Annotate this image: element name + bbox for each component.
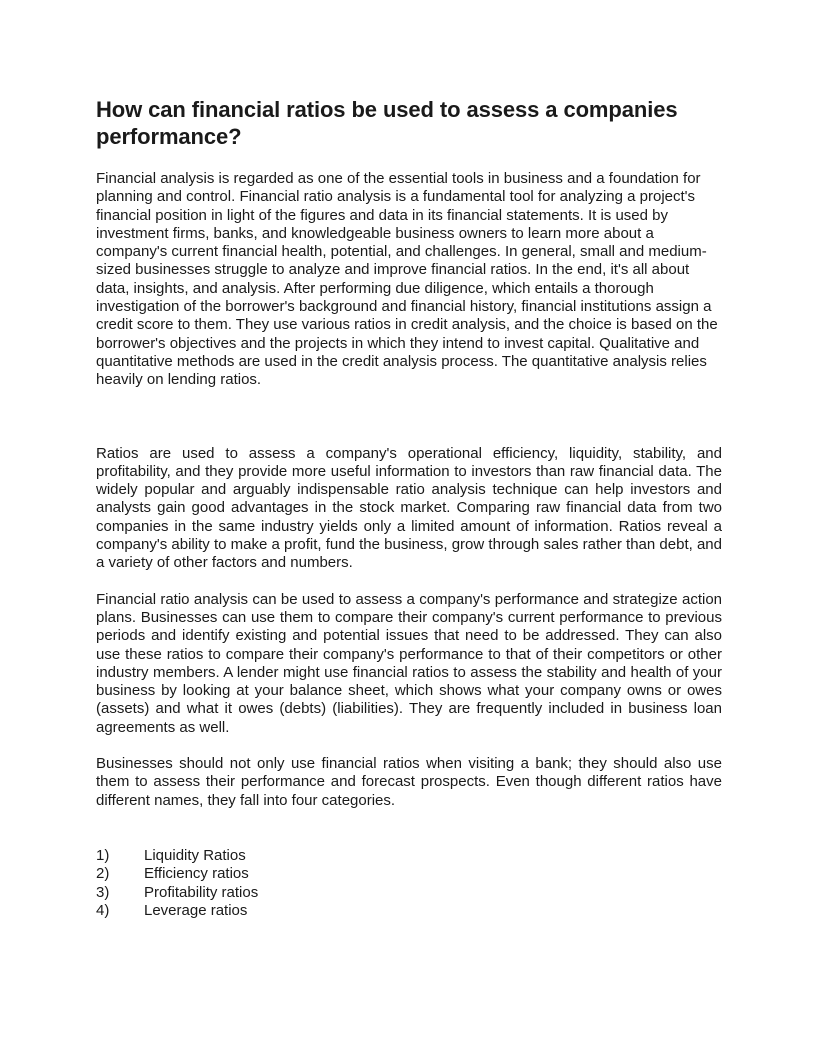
ratio-categories-list — [96, 847, 722, 920]
list-item-number: 3) — [96, 883, 110, 901]
document-page — [96, 96, 722, 920]
list-item — [96, 865, 722, 883]
paragraph-ratio-analysis: Financial ratio analysis can be used to assess a company's performance and strategize action plans. Businesses can use them to compare their company's current performance to previous periods and identify existing and potential issues that need to be addressed. They can also use these ratios to compare their company's performance to that of their competitors or other industry members. A lender might use financial ratios to assess the stability and health of your business by looking at your balance sheet, which shows what your company owns or owes (assets) and what it owes (debts) (liabilities). They are frequently included in business loan agreements as well. — [96, 590, 722, 736]
list-item-label: Efficiency ratios — [144, 865, 249, 883]
paragraph-categories-intro: Businesses should not only use financial ratios when visiting a bank; they should also use them to assess their performance and forecast prospects. Even though different ratios have different names, they fall into four categories. — [96, 755, 722, 809]
list-item — [96, 902, 722, 920]
list-item — [96, 884, 722, 902]
paragraph-ratios-purpose: Ratios are used to assess a company's operational efficiency, liquidity, stability, and profitability, and they provide more useful information to investors than raw financial data. The widely popular and arguably indispensable ratio analysis technique can help investors and analysts gain good advantages in the stock market. Comparing raw financial data from two companies in the same industry yields only a limited amount of information. Ratios reveal a company's ability to make a profit, fund the business, grow through sales rather than debt, and a variety of other factors and numbers. — [96, 444, 722, 572]
paragraph-intro: Financial analysis is regarded as one of the essential tools in business and a foundation for planning and control. Financial ratio analysis is a fundamental tool for analyzing a project's financial position in light of the figures and data in its financial statements. It is used by investment firms, banks, and knowledgeable business owners to learn more about a company's current financial health, potential, and challenges. In general, small and medium-sized businesses struggle to analyze and improve financial ratios. In the end, it's all about data, insights, and analysis. After performing due diligence, which entails a thorough investigation of the borrower's background and financial history, financial institutions assign a credit score to them. They use various ratios in credit analysis, and the choice is based on the borrower's objectives and the projects in which they intend to invest capital. Qualitative and quantitative methods are used in the credit analysis process. The quantitative analysis relies heavily on lending ratios. — [96, 170, 718, 389]
list-item-label: Liquidity Ratios — [144, 846, 246, 864]
list-item — [96, 847, 722, 865]
list-item-number: 4) — [96, 901, 110, 919]
list-item-number: 2) — [96, 865, 110, 883]
document-title: How can financial ratios be used to assess a companies performance? — [96, 97, 678, 149]
list-item-label: Leverage ratios — [144, 901, 248, 919]
list-item-number: 1) — [96, 846, 110, 864]
list-item-label: Profitability ratios — [144, 883, 259, 901]
